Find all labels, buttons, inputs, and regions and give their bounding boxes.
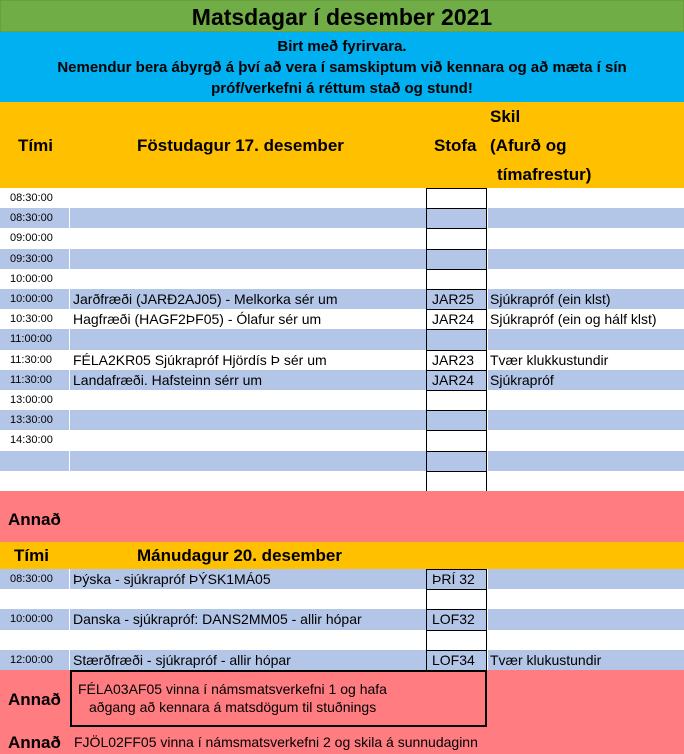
time-cell: 11:30:00 <box>10 353 53 366</box>
grid-line <box>487 370 488 390</box>
room-cell-border <box>426 569 487 590</box>
grid-line <box>69 289 70 309</box>
description-cell: FÉLA2KR05 Sjúkrapróf Hjördís Þ sér um <box>73 351 327 368</box>
time-cell: 08:30:00 <box>10 573 53 585</box>
time-cell <box>0 451 68 471</box>
room-cell: JAR24 <box>432 371 475 388</box>
time-cell: 08:30:00 <box>10 192 53 204</box>
note-cell: Sjúkrapróf <box>490 371 554 388</box>
time-cell: 13:00:00 <box>10 394 53 406</box>
grid-line <box>69 569 70 589</box>
description-cell <box>70 269 426 289</box>
description-cell <box>70 471 426 491</box>
table-row <box>0 390 684 410</box>
table-row <box>0 471 684 491</box>
monday-other-note-1-line-2: aðgang að kennara á matsdögum til stuðnings <box>89 699 377 715</box>
table-row <box>0 208 684 228</box>
grid-line <box>69 609 70 629</box>
grid-line <box>69 309 70 329</box>
grid-line <box>487 289 488 309</box>
note-cell <box>488 329 684 349</box>
room-cell-border <box>426 390 487 411</box>
grid-line <box>69 589 70 609</box>
room-cell: LOF34 <box>432 651 475 668</box>
grid-line <box>487 228 488 248</box>
time-cell <box>0 471 68 491</box>
grid-line <box>487 609 488 629</box>
grid-line <box>69 471 70 491</box>
description-cell: Stærðfræði - sjúkrapróf - allir hópar <box>73 651 291 668</box>
room-cell-border <box>426 451 487 472</box>
friday-other-row <box>0 491 684 542</box>
room-cell: JAR25 <box>432 291 475 307</box>
monday-other-note-2: FJÖL02FF05 vinna í námsmatsverkefni 2 og skila á sunnudaginn <box>74 734 478 750</box>
note-cell <box>488 188 684 208</box>
notice-banner <box>0 32 684 102</box>
grid-line <box>69 430 70 450</box>
monday-other-row-2 <box>0 731 684 754</box>
description-cell <box>70 188 426 208</box>
room-cell-border <box>426 329 487 350</box>
skil-column-header-line-1: Skil <box>490 107 521 126</box>
grid-line <box>487 350 488 370</box>
time-cell: 10:00:00 <box>10 613 53 626</box>
grid-line <box>487 188 488 208</box>
note-cell <box>488 269 684 289</box>
table-row <box>0 451 684 471</box>
grid-line <box>69 208 70 228</box>
notice-line-2: Nemendur bera ábyrgð á því að vera í samskiptum við kennara og að mæta í sín <box>57 59 627 76</box>
description-cell <box>70 430 426 450</box>
grid-line <box>487 269 488 289</box>
time-cell <box>0 630 68 650</box>
grid-line <box>487 569 488 589</box>
room-cell-border <box>426 630 487 651</box>
grid-line <box>487 589 488 609</box>
table-row <box>0 329 684 349</box>
note-cell: Tvær klukustundir <box>490 651 602 668</box>
room-cell-border <box>426 350 487 371</box>
note-cell <box>488 589 684 609</box>
grid-line <box>69 188 70 208</box>
description-cell: Hagfræði (HAGF2ÞF05) - Ólafur sér um <box>73 311 322 328</box>
time-cell: 10:30:00 <box>10 313 53 326</box>
time-cell: 13:30:00 <box>10 414 53 427</box>
grid-line <box>69 350 70 370</box>
description-cell <box>70 451 426 471</box>
page-title: Matsdagar í desember 2021 <box>0 0 684 32</box>
note-cell <box>488 430 684 450</box>
grid-line <box>69 269 70 289</box>
grid-line <box>487 650 488 670</box>
grid-line <box>69 410 70 430</box>
time-cell: 09:00:00 <box>10 232 53 245</box>
time-cell: 08:30:00 <box>10 212 53 225</box>
description-cell <box>70 410 426 430</box>
table-row <box>0 430 684 450</box>
grid-line <box>69 370 70 390</box>
grid-line <box>487 309 488 329</box>
grid-line <box>69 329 70 349</box>
room-cell: ÞRÍ 32 <box>432 571 475 587</box>
grid-line <box>487 249 488 269</box>
room-cell-border <box>426 609 487 630</box>
monday-other-label-1: Annað <box>8 690 61 709</box>
description-cell <box>70 228 426 248</box>
grid-line <box>69 249 70 269</box>
room-cell-border <box>426 208 487 229</box>
table-row <box>0 188 684 208</box>
description-cell <box>70 589 426 609</box>
note-cell: Sjúkrapróf (ein og hálf klst) <box>490 311 657 328</box>
table-row <box>0 228 684 248</box>
table-row <box>0 289 684 309</box>
note-cell <box>488 451 684 471</box>
grid-line <box>69 650 70 670</box>
grid-line <box>487 390 488 410</box>
grid-line <box>487 451 488 471</box>
note-cell <box>488 569 684 589</box>
table-row <box>0 589 684 609</box>
description-cell: Danska - sjúkrapróf: DANS2MM05 - allir hópar <box>73 611 362 628</box>
room-column-header: Stofa <box>434 136 477 155</box>
friday-header <box>0 102 684 188</box>
grid-line <box>487 630 488 650</box>
grid-line <box>69 630 70 650</box>
description-cell <box>70 390 426 410</box>
monday-day-header: Mánudagur 20. desember <box>137 546 343 565</box>
description-cell: Jarðfræði (JARÐ2AJ05) - Melkorka sér um <box>73 291 338 307</box>
description-cell <box>70 630 426 650</box>
table-row <box>0 650 684 670</box>
monday-time-column-header: Tími <box>14 546 49 565</box>
room-cell: JAR23 <box>432 351 475 368</box>
description-cell: Landafræði. Hafsteinn sérr um <box>73 371 263 388</box>
grid-line <box>69 451 70 471</box>
time-cell: 12:00:00 <box>10 653 53 666</box>
time-cell: 09:30:00 <box>10 252 53 265</box>
table-row <box>0 609 684 629</box>
note-cell: Tvær klukkustundir <box>490 351 609 368</box>
room-cell: JAR24 <box>432 311 475 328</box>
room-cell-border <box>426 430 487 451</box>
monday-other-row-1 <box>0 670 684 731</box>
room-cell-border <box>426 228 487 249</box>
room-cell-border <box>426 471 487 492</box>
table-row <box>0 309 684 329</box>
note-cell <box>488 390 684 410</box>
time-cell: 10:00:00 <box>10 272 53 285</box>
friday-day-header: Föstudagur 17. desember <box>137 136 344 155</box>
description-cell <box>70 249 426 269</box>
grid-line <box>69 228 70 248</box>
grid-line <box>487 329 488 349</box>
note-cell <box>488 471 684 491</box>
room-cell-border <box>426 650 487 671</box>
description-cell <box>70 208 426 228</box>
skil-column-header-line-3: tímafrestur) <box>497 165 592 184</box>
room-cell-border <box>426 309 487 330</box>
note-cell: Sjúkrapróf (ein klst) <box>490 291 611 307</box>
grid-line <box>487 430 488 450</box>
note-cell <box>488 410 684 430</box>
description-cell <box>70 329 426 349</box>
note-cell <box>488 249 684 269</box>
room-cell-border <box>426 188 487 209</box>
note-cell <box>488 208 684 228</box>
time-cell: 14:30:00 <box>10 434 53 447</box>
monday-other-note-1 <box>70 670 487 727</box>
note-cell <box>488 228 684 248</box>
monday-other-note-1-line-1: FÉLA03AF05 vinna í námsmatsverkefni 1 og hafa <box>78 681 387 697</box>
room-cell-border <box>426 370 487 391</box>
time-column-header: Tími <box>18 136 53 155</box>
room-cell-border <box>426 249 487 270</box>
table-row <box>0 350 684 370</box>
monday-other-label-2: Annað <box>8 733 61 752</box>
notice-line-1: Birt með fyrirvara. <box>277 38 407 55</box>
table-row <box>0 569 684 589</box>
table-row <box>0 630 684 650</box>
grid-line <box>487 410 488 430</box>
room-cell-border <box>426 410 487 431</box>
table-row <box>0 410 684 430</box>
time-cell: 11:00:00 <box>10 333 53 346</box>
table-row <box>0 249 684 269</box>
grid-line <box>69 390 70 410</box>
room-cell: LOF32 <box>432 611 475 628</box>
note-cell <box>488 609 684 629</box>
room-cell-border <box>426 589 487 610</box>
note-cell <box>488 630 684 650</box>
monday-header <box>0 542 684 569</box>
notice-line-3: próf/verkefni á réttum stað og stund! <box>211 80 473 97</box>
table-row <box>0 370 684 390</box>
friday-other-label: Annað <box>8 510 61 529</box>
grid-line <box>487 208 488 228</box>
room-cell-border <box>426 269 487 290</box>
grid-line <box>487 471 488 491</box>
time-cell: 11:30:00 <box>10 373 53 386</box>
skil-column-header-line-2: (Afurð og <box>490 136 567 155</box>
room-cell-border <box>426 289 487 310</box>
time-cell <box>0 589 68 609</box>
table-row <box>0 269 684 289</box>
time-cell: 10:00:00 <box>10 293 53 305</box>
description-cell: Þýska - sjúkrapróf ÞÝSK1MÁ05 <box>73 571 271 587</box>
